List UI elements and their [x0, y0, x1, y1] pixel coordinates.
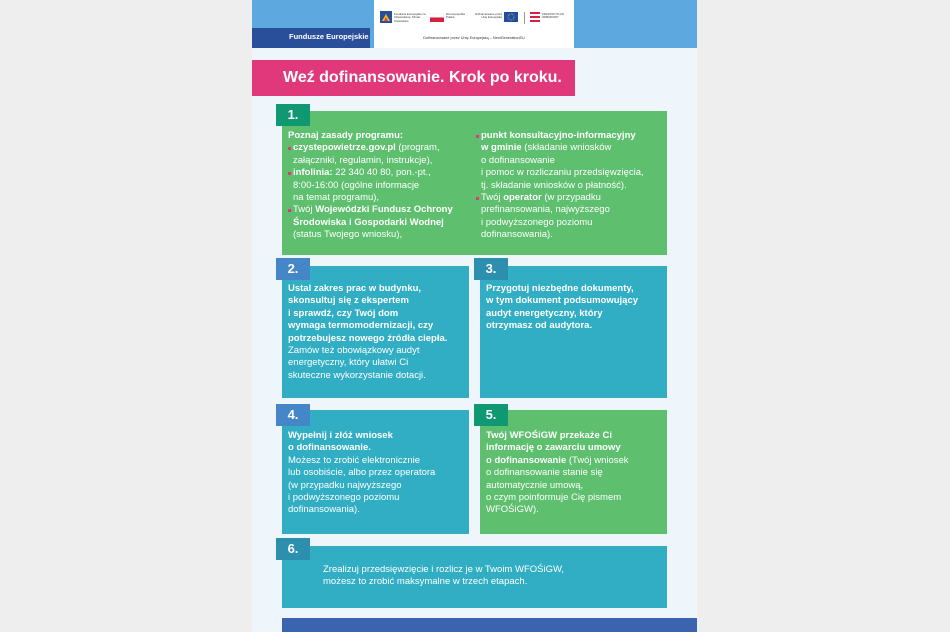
step-1-bullet-gmina: [476, 130, 666, 142]
page-title: Weź dofinansowanie. Krok po kroku.: [283, 69, 562, 86]
bullet-text: 22 340 40 80, pon.-pt.,: [332, 167, 431, 179]
step-6-card: [282, 546, 667, 608]
step-text: energetyczny, który ułatwi Ci: [288, 357, 409, 369]
bullet-text: (status Twojego wniosku),: [293, 229, 403, 241]
eu-logo: [474, 11, 518, 25]
fundusze-ribbon: [252, 28, 370, 48]
step-text: o czym poinformuje Cię pismem: [486, 492, 622, 504]
eu-flag-icon: [504, 12, 518, 22]
pl-logo: [430, 11, 474, 25]
step-text: automatycznie umową,: [486, 479, 584, 491]
bullet-bold-text: Środowiska i Gospodarki Wodnej: [293, 216, 444, 228]
step-2-text: [288, 283, 468, 382]
step-text: i podwyższonego poziomu: [288, 492, 400, 504]
step-text-bold: Twój WFOŚiGW przekaże Ci: [486, 430, 612, 441]
kpo-logo-icon: [530, 11, 540, 23]
fe-logo: [380, 11, 428, 25]
bullet-text: Twój: [481, 192, 504, 204]
bullet-text: 8:00-16:00 (ogólne informacje: [293, 179, 420, 191]
step-text-bold: Ustal zakres prac w budynku,: [288, 283, 422, 294]
header-band: [252, 0, 697, 48]
step-text: o dofinansowanie stanie się: [486, 467, 603, 479]
step-1-card: [282, 111, 667, 255]
step-text: skuteczne wykorzystanie dotacji.: [288, 369, 426, 381]
step-text-bold: wymaga termomodernizacji, czy: [288, 320, 434, 332]
step-6-number: 6.: [276, 538, 310, 560]
step-3-number: 3.: [474, 258, 508, 280]
step-1-bullet-hotline: [288, 167, 473, 179]
bullet-text: (składanie wniosków: [521, 142, 612, 154]
bullet-text: i podwyższonego poziomu: [481, 216, 593, 228]
step-text-bold: Wypełnij i złóż wniosek: [288, 430, 393, 441]
pl-logo-text: Rzeczpospolita Polska: [446, 12, 465, 20]
bullet-line: [476, 142, 666, 154]
step-1-bullet-operator: [476, 192, 666, 204]
bottom-bar: [282, 618, 697, 632]
step-text-bold: Przygotuj niezbędne dokumenty,: [486, 283, 634, 294]
ribbon-label: Fundusze Europejskie: [289, 32, 369, 41]
bullet-bold-text: Wojewódzki Fundusz Ochrony: [315, 204, 453, 216]
step-1-bullet-website: [288, 142, 473, 154]
website-link-text: czystepowietrze.gov.pl: [293, 142, 396, 154]
step-1-number: 1.: [276, 104, 310, 126]
bullet-text: (program,: [395, 142, 440, 154]
step-text-bold: skonsultuj się z ekspertem: [288, 295, 409, 307]
step-5-text: [486, 430, 666, 517]
step-4-card: [282, 410, 469, 534]
kpo-logo-text: KRAJOWY PLAN ODBUDOWY: [542, 12, 564, 20]
eu-logo-text: Dofinansowane przez Unię Europejską: [475, 12, 502, 20]
title-bar: [252, 60, 575, 96]
bullet-text: załączniki, regulamin, instrukcje),: [293, 154, 433, 166]
pl-flag-icon: [430, 13, 444, 22]
fe-logo-text: Fundusze Europejskie na Infrastrukturę, Klimat, Środowisko: [394, 12, 426, 23]
step-text-line: [486, 455, 666, 467]
step-text: możesz to zrobić maksymalne w trzech etapach.: [323, 576, 528, 588]
step-text-bold: i sprawdź, czy Twój dom: [288, 307, 399, 319]
bullet-text: na temat programu),: [293, 192, 380, 204]
step-text-bold: otrzymasz od audytora.: [486, 320, 593, 332]
logo-strip: [374, 0, 574, 48]
step-text-bold: o dofinansowanie.: [288, 442, 371, 454]
step-text: Zrealizuj przedsięwzięcie i rozlicz je w Twoim WFOŚiGW,: [323, 564, 565, 575]
step-text: lub osobiście, albo przez operatora: [288, 467, 436, 479]
step-text-bold: potrzebujesz nowego źródła ciepła.: [288, 332, 448, 344]
step-text: (Twój wniosek: [566, 454, 629, 466]
bullet-text: i pomoc w rozliczaniu przedsięwzięcia,: [481, 167, 644, 179]
bullet-text: prefinansowania, najwyższego: [481, 204, 610, 216]
step-3-text: [486, 283, 666, 333]
step-4-text: [288, 430, 468, 517]
step-2-number: 2.: [276, 258, 310, 280]
bullet-text: o dofinansowanie: [481, 154, 555, 166]
funding-caption: Dofinansowane przez Unię Europejską – NextGenerationEU: [423, 36, 525, 40]
step-2-card: [282, 266, 469, 398]
step-3-card: [480, 266, 667, 398]
step-text: WFOŚiGW).: [486, 504, 539, 516]
bullet-text: dofinansowania).: [481, 229, 553, 241]
step-text-bold: w tym dokument podsumowujący: [486, 295, 639, 307]
step-text: Zamów też obowiązkowy audyt: [288, 345, 420, 357]
bullet-text: (w przypadku: [541, 192, 601, 204]
bullet-bold-text: operator: [503, 192, 542, 204]
leaflet-page: [252, 0, 697, 632]
step-text-bold: audyt energetyczny, który: [486, 307, 603, 319]
step-text: dofinansowania).: [288, 504, 360, 516]
step-1-right-column: [476, 130, 666, 242]
step-4-number: 4.: [276, 404, 310, 426]
bullet-text: tj. składanie wniosków o płatność).: [481, 179, 627, 191]
step-text-bold: o dofinansowanie: [486, 454, 567, 466]
step-1-intro: Poznaj zasady programu:: [288, 130, 404, 141]
step-1-left-column: [288, 130, 473, 242]
step-text: Możesz to zrobić elektronicznie: [288, 454, 420, 466]
bullet-text: Twój: [293, 204, 316, 216]
bullet-bold-text: w gminie: [481, 142, 522, 154]
step-6-text: [323, 564, 663, 589]
bullet-bold-text: punkt konsultacyjno-informacyjny: [481, 130, 636, 141]
logo-divider: [524, 12, 525, 24]
step-text-bold: informację o zawarciu umowy: [486, 442, 621, 454]
step-5-number: 5.: [474, 404, 508, 426]
step-1-bullet-wfosigw: [288, 204, 473, 216]
fe-logo-icon: [380, 11, 392, 23]
step-5-card: [480, 410, 667, 534]
kpo-logo: [530, 11, 572, 25]
step-text: (w przypadku najwyższego: [288, 479, 402, 491]
hotline-label: infolinia:: [293, 167, 333, 179]
